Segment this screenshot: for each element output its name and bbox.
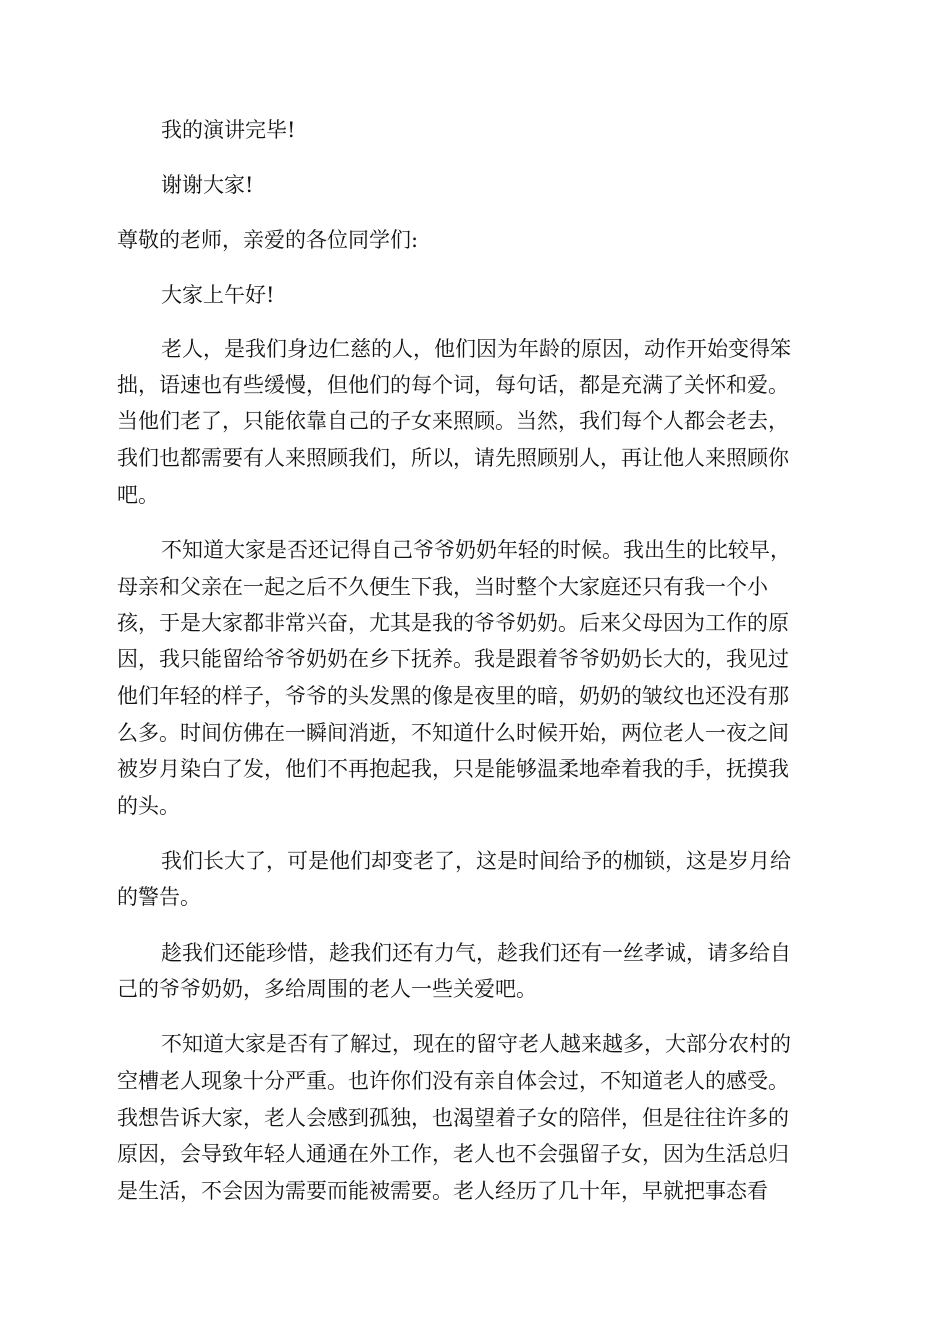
text-line: 母亲和父亲在一起之后不久便生下我，当时整个大家庭还只有我一个小	[117, 575, 768, 599]
text-line: 己的爷爷奶奶，多给周围的老人一些关爱吧。	[117, 977, 537, 1001]
text-line: 么多。时间仿佛在一瞬间消逝，不知道什么时候开始，两位老人一夜之间	[117, 721, 789, 745]
text-line: 我想告诉大家，老人会感到孤独，也渴望着子女的陪伴，但是往往许多的	[117, 1106, 789, 1130]
text-line: 孩，于是大家都非常兴奋，尤其是我的爷爷奶奶。后来父母因为工作的原	[117, 611, 789, 635]
text-line: 因，我只能留给爷爷奶奶在乡下抚养。我是跟着爷爷奶奶长大的，我见过	[117, 647, 789, 671]
text-line: 的头。	[117, 794, 180, 818]
text-line: 是生活，不会因为需要而能被需要。老人经历了几十年，早就把事态看	[117, 1179, 768, 1203]
text-line: 他们年轻的样子，爷爷的头发黑的像是夜里的暗，奶奶的皱纹也还没有那	[117, 684, 789, 708]
text-line: 我们也都需要有人来照顾我们，所以，请先照顾别人，再让他人来照顾你	[117, 446, 789, 470]
text-line: 拙，语速也有些缓慢，但他们的每个词，每句话，都是充满了关怀和爱。	[117, 373, 789, 397]
text-line: 我们长大了，可是他们却变老了，这是时间给予的枷锁，这是岁月给	[161, 849, 791, 873]
text-line: 谢谢大家!	[161, 173, 254, 197]
text-line: 原因，会导致年轻人通通在外工作，老人也不会强留子女，因为生活总归	[117, 1142, 789, 1166]
text-line: 空槽老人现象十分严重。也许你们没有亲自体会过，不知道老人的感受。	[117, 1069, 789, 1093]
text-line: 当他们老了，只能依靠自己的子女来照顾。当然，我们每个人都会老去，	[117, 409, 789, 433]
text-line: 老人，是我们身边仁慈的人，他们因为年龄的原因，动作开始变得笨	[161, 337, 791, 361]
text-line: 趁我们还能珍惜，趁我们还有力气，趁我们还有一丝孝诚，请多给自	[161, 941, 791, 965]
text-line: 尊敬的老师，亲爱的各位同学们:	[117, 228, 419, 252]
text-line: 不知道大家是否还记得自己爷爷奶奶年轻的时候。我出生的比较早，	[161, 538, 791, 562]
text-line: 我的演讲完毕!	[161, 118, 296, 142]
text-line: 的警告。	[117, 885, 201, 909]
text-line: 大家上午好!	[161, 283, 275, 307]
text-line: 吧。	[117, 483, 159, 507]
text-line: 被岁月染白了发，他们不再抱起我，只是能够温柔地牵着我的手，抚摸我	[117, 757, 789, 781]
text-line: 不知道大家是否有了解过，现在的留守老人越来越多，大部分农村的	[161, 1032, 791, 1056]
